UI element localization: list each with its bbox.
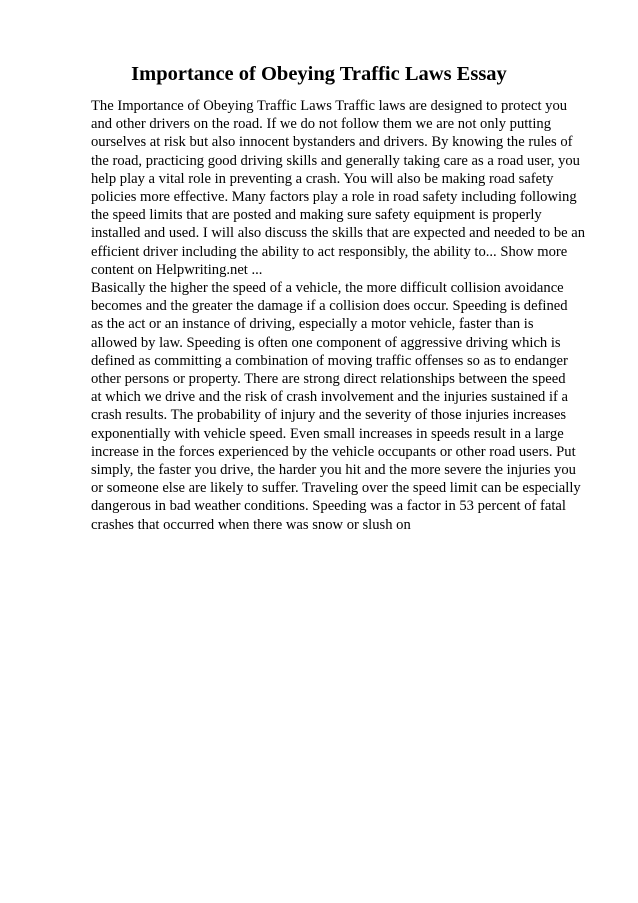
text-line: crash results. The probability of injury and the severity of those injuries increases — [91, 407, 567, 424]
text-line: dangerous in bad weather conditions. Speeding was a factor in 53 percent of fatal — [91, 498, 566, 515]
text-line: The Importance of Obeying Traffic Laws Traffic laws are designed to protect you — [91, 98, 568, 114]
text-line: allowed by law. Speeding is often one component of aggressive driving which is — [91, 334, 561, 351]
text-line: the speed limits that are posted and making sure safety equipment is properly — [91, 207, 542, 224]
text-line: ourselves at risk but also innocent bystanders and drivers. By knowing the rules of — [91, 134, 573, 151]
text-line: or someone else are likely to suffer. Traveling over the speed limit can be especially — [91, 480, 581, 497]
text-line: help play a vital role in preventing a crash. You will also be making road safety — [91, 170, 554, 187]
essay-body — [91, 97, 591, 534]
text-line: increase in the forces experienced by the vehicle occupants or other road users. Put — [91, 443, 576, 460]
text-line: crashes that occurred when there was snow or slush on — [91, 516, 411, 533]
text-line: as the act or an instance of driving, especially a motor vehicle, faster than is — [91, 316, 534, 333]
text-line: Basically the higher the speed of a vehicle, the more difficult collision avoidance — [91, 280, 564, 297]
text-line: policies more effective. Many factors play a role in road safety including following — [91, 189, 577, 206]
text-line: efficient driver including the ability to act responsibly, the ability to... Show more — [91, 243, 568, 260]
text-line: simply, the faster you drive, the harder you hit and the more severe the injuries you — [91, 462, 576, 479]
text-line: the road, practicing good driving skills and generally taking care as a road user, you — [91, 152, 580, 169]
text-line: other persons or property. There are strong direct relationships between the speed — [91, 371, 566, 388]
text-line: exponentially with vehicle speed. Even small increases in speeds result in a large — [91, 425, 564, 442]
page-title: Importance of Obeying Traffic Laws Essay — [131, 63, 507, 85]
text-line: installed and used. I will also discuss the skills that are expected and needed to be an — [91, 225, 586, 242]
text-line: at which we drive and the risk of crash involvement and the injuries sustained if a — [91, 389, 568, 406]
text-line: becomes and the greater the damage if a collision does occur. Speeding is defined — [91, 298, 568, 315]
text-line: defined as committing a combination of moving traffic offenses so as to endanger — [91, 352, 568, 369]
text-line: content on Helpwriting.net ... — [91, 261, 263, 278]
text-line: and other drivers on the road. If we do not follow them we are not only putting — [91, 116, 551, 133]
